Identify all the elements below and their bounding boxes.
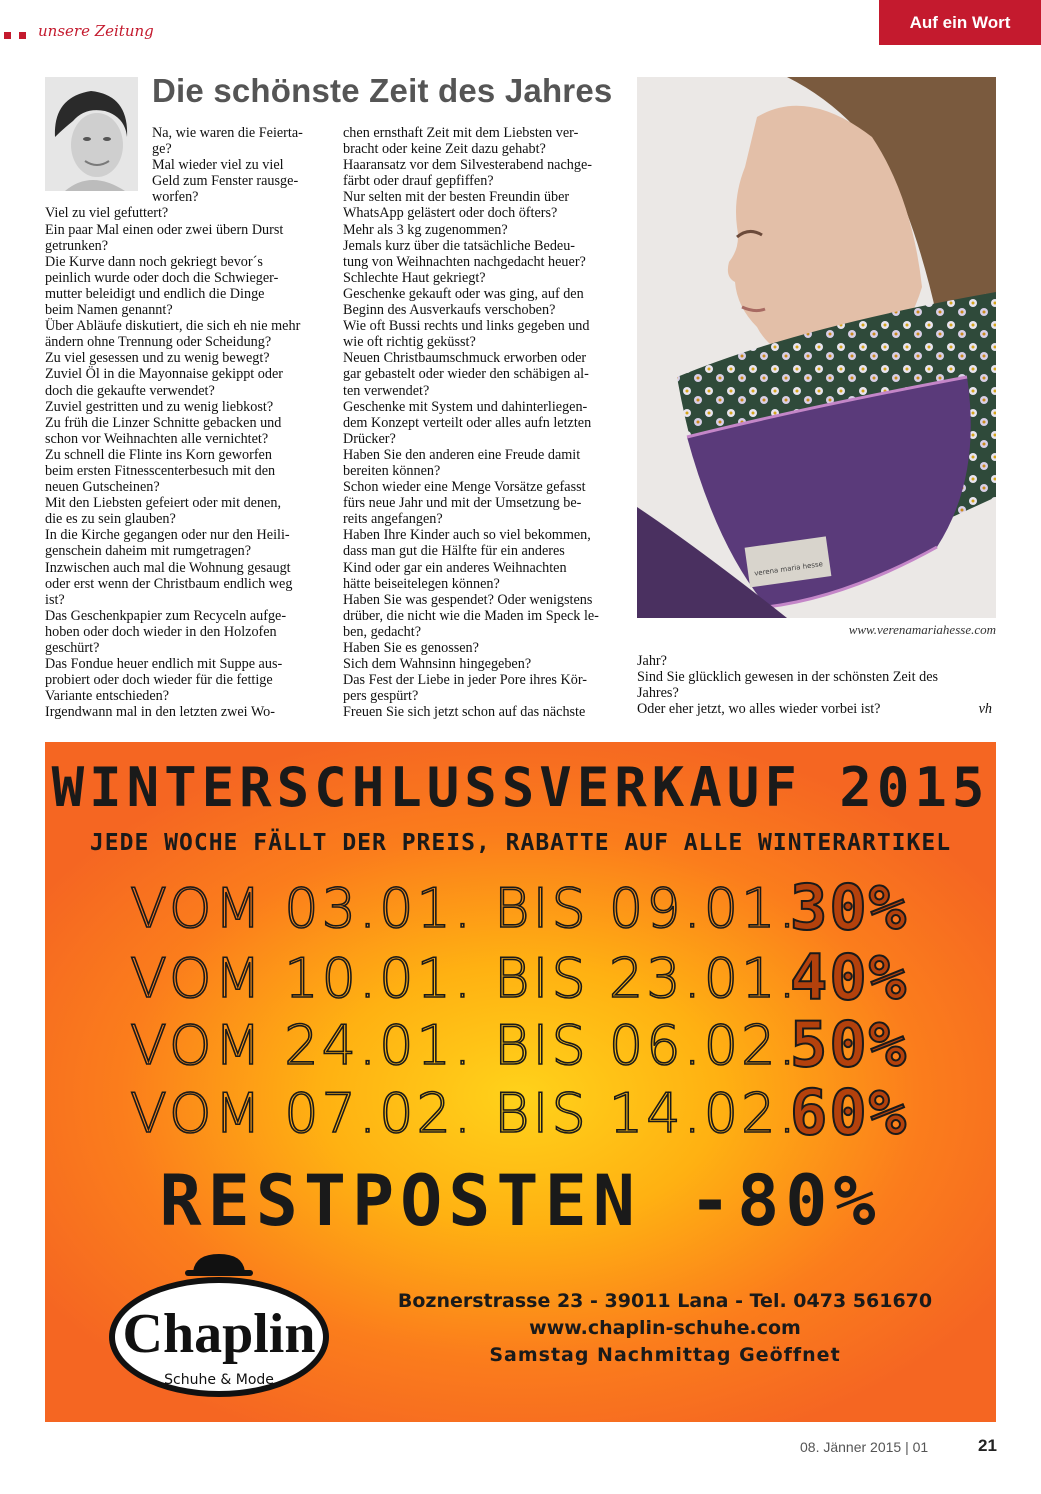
text-line: Geschenke mit System und dahinterliegen-	[343, 398, 588, 415]
ad-title: WINTERSCHLUSSVERKAUF 2015	[51, 756, 990, 819]
text-line: dass man gut die Hälfte für ein anderes	[343, 543, 565, 560]
text-line: schon vor Weihnachten alle vernichtet?	[45, 430, 269, 447]
store-website: www.chaplin-schuhe.com	[529, 1317, 801, 1339]
text-line: WhatsApp gelästert oder doch öfters?	[343, 205, 558, 222]
text-line: pers gespürt?	[343, 688, 419, 705]
text-line: Haben Ihre Kinder auch so viel bekommen,	[343, 527, 591, 544]
text-line: mutter beleidigt und endlich die Dinge	[45, 285, 265, 302]
store-address: Boznerstrasse 23 - 39011 Lana - Tel. 0473 561670	[397, 1290, 933, 1312]
text-line: ge?	[152, 141, 172, 158]
text-line: Mehr als 3 kg zugenommen?	[343, 221, 508, 238]
brand-logo: unsere Zeitung	[38, 22, 154, 40]
text-line: Haaransatz vor dem Silvesterabend nachge-	[343, 157, 592, 174]
sale-period: VOM 07.02. BIS 14.02.	[130, 1082, 799, 1145]
photo-label: verena maria hesse	[753, 560, 824, 578]
text-line: gar gebastelt oder wieder den schäbigen al-	[343, 366, 589, 383]
text-line: Sich dem Wahnsinn hingegeben?	[343, 656, 532, 673]
article-column-2	[343, 125, 625, 720]
photo-credit: www.verenamariahesse.com	[848, 622, 996, 637]
sale-period: VOM 10.01. BIS 23.01.	[130, 947, 799, 1010]
article-headline: Die schönste Zeit des Jahres	[152, 72, 613, 109]
text-line: Ein paar Mal einen oder zwei übern Durst	[45, 221, 284, 238]
text-line: dem Konzept verteilt oder alles aufn letzten	[343, 414, 592, 431]
text-line: doch die gekaufte verwendet?	[45, 382, 215, 399]
text-line: hätte beiseitelegen können?	[343, 575, 500, 592]
article-photo	[637, 77, 996, 618]
text-line: genschein daheim mit rumgetragen?	[45, 543, 252, 560]
sale-discount: 60%	[790, 1076, 908, 1149]
text-line: probiert oder doch wieder für die fettige	[45, 672, 273, 689]
text-line: Schlechte Haut gekriegt?	[343, 269, 486, 286]
text-line: Zuviel gestritten und zu wenig liebkost?	[45, 398, 274, 415]
sale-discount: 50%	[790, 1008, 908, 1081]
sale-discount: 40%	[790, 941, 908, 1014]
logo-tagline: Schuhe & Mode	[164, 1372, 274, 1388]
sale-row	[130, 941, 908, 1014]
text-line-content: Oder eher jetzt, wo alles wieder vorbei ist?	[637, 701, 881, 718]
text-line: Freuen Sie sich jetzt schon auf das nächste	[343, 704, 586, 721]
text-line: Nur selten mit der besten Freundin über	[343, 189, 570, 206]
text-line: getrunken?	[45, 237, 109, 254]
article-column-1	[45, 125, 313, 720]
text-line: In die Kirche gegangen oder nur den Heili-	[45, 527, 290, 544]
text-line: reits angefangen?	[343, 511, 443, 528]
text-line: Geld zum Fenster rausge-	[152, 173, 299, 190]
text-line: Inzwischen auch mal die Wohnung gesaugt	[45, 559, 291, 576]
text-line: ändern ohne Trennung oder Scheidung?	[45, 334, 272, 351]
page-number: 21	[978, 1436, 997, 1455]
text-line: Zu früh die Linzer Schnitte gebacken und	[45, 414, 282, 431]
text-line: oder erst wenn der Christbaum endlich weg	[45, 575, 293, 592]
ad-subtitle: JEDE WOCHE FÄLLT DER PREIS, RABATTE AUF ALLE WINTERARTIKEL	[89, 830, 952, 856]
text-line: Das Geschenkpapier zum Recyceln aufge-	[45, 607, 287, 624]
text-line: Na, wie waren die Feierta-	[152, 125, 303, 141]
logo-name: Chaplin	[122, 1303, 316, 1365]
text-line: ist?	[45, 591, 65, 608]
text-line: Das Fondue heuer endlich mit Suppe aus-	[45, 656, 283, 673]
text-line: Kind oder gar ein anderes Weihnachten	[343, 559, 567, 576]
text-line: Zu schnell die Flinte ins Korn geworfen	[45, 446, 272, 463]
text-line: geschürt?	[45, 640, 100, 656]
text-line: Zu viel gesessen und zu wenig bewegt?	[45, 350, 270, 367]
text-line: Irgendwann mal in den letzten zwei Wo-	[45, 704, 275, 721]
text-line: färbt oder drauf gepfiffen?	[343, 173, 494, 190]
text-line: peinlich wurde oder doch die Schwieger-	[45, 269, 279, 286]
sale-row	[130, 1008, 908, 1081]
text-line: ben, gedacht?	[343, 623, 421, 640]
text-line: Variante entschieden?	[45, 688, 170, 705]
text-line: fürs neue Jahr und mit der Umsetzung be-	[343, 495, 582, 512]
sale-period: VOM 03.01. BIS 09.01.	[130, 877, 799, 940]
text-line: chen ernsthaft Zeit mit dem Liebsten ver-	[343, 125, 579, 141]
sale-discount: 30%	[790, 871, 908, 944]
text-line: neuen Gutscheinen?	[45, 479, 160, 496]
restposten-banner: RESTPOSTEN -80%	[159, 1160, 882, 1242]
text-line: Mal wieder viel zu viel	[152, 157, 284, 174]
text-line: Über Abläufe diskutiert, die sich eh nie mehr	[45, 318, 301, 335]
text-line: Schon wieder eine Menge Vorsätze gefasst	[343, 479, 586, 496]
text-line: Das Fest der Liebe in jeder Pore ihres Kör-	[343, 672, 587, 689]
store-hours: Samstag Nachmittag Geöffnet	[489, 1344, 841, 1366]
text-line: Jemals kurz über die tatsächliche Bedeu-	[343, 237, 576, 254]
text-line: Haben Sie es genossen?	[343, 640, 479, 656]
text-line: tung von Weihnachten nachgedacht heuer?	[343, 253, 586, 270]
text-line: worfen?	[152, 189, 199, 206]
header-dots	[4, 26, 34, 44]
text-line: Neuen Christbaumschmuck erworben oder	[343, 350, 587, 367]
text-line: Viel zu viel gefuttert?	[45, 205, 169, 222]
text-line: Haben Sie den anderen eine Freude damit	[343, 446, 581, 463]
text-line: Jahres?	[637, 685, 679, 702]
chaplin-logo	[105, 1252, 333, 1402]
text-line: Drücker?	[343, 430, 396, 447]
text-line: beim ersten Fitnesscenterbesuch mit den	[45, 462, 276, 479]
advertisement	[45, 742, 996, 1422]
text-line: drüber, die nicht wie die Maden im Speck le-	[343, 607, 599, 624]
section-label: Auf ein Wort	[879, 0, 1041, 45]
text-line: Zuviel Öl in die Mayonnaise gekippt oder	[45, 366, 283, 383]
text-line: Wie oft Bussi rechts und links gegeben und	[343, 318, 590, 335]
text-line: beim Namen genannt?	[45, 302, 173, 319]
text-line: wie oft richtig geküsst?	[343, 334, 476, 351]
text-line: bracht oder keine Zeit dazu gehabt?	[343, 141, 546, 158]
text-line: bereiten können?	[343, 462, 441, 479]
text-line	[637, 701, 992, 717]
text-line: Jahr?	[637, 653, 667, 669]
text-line: Geschenke gekauft oder was ging, auf den	[343, 285, 584, 302]
text-line: Haben Sie was gespendet? Oder wenigstens	[343, 591, 593, 608]
author-signature: vh	[978, 701, 992, 718]
text-line: die es zu sein glauben?	[45, 511, 176, 528]
issue-date: 08. Jänner 2015 | 01	[800, 1439, 929, 1455]
text-line: Sind Sie glücklich gewesen in der schönsten Zeit des	[637, 669, 939, 686]
sale-period: VOM 24.01. BIS 06.02.	[130, 1014, 799, 1077]
text-line: Beginn des Ausverkaufs verschoben?	[343, 302, 556, 319]
text-line: ten verwendet?	[343, 382, 430, 399]
article-column-3	[637, 653, 992, 717]
sale-row	[130, 1076, 908, 1149]
text-line: hoben oder doch wieder in den Holzofen	[45, 623, 277, 640]
sale-row	[130, 871, 908, 944]
text-line: Mit den Liebsten gefeiert oder mit denen,	[45, 495, 281, 512]
text-line: Die Kurve dann noch gekriegt bevor´s	[45, 253, 263, 270]
